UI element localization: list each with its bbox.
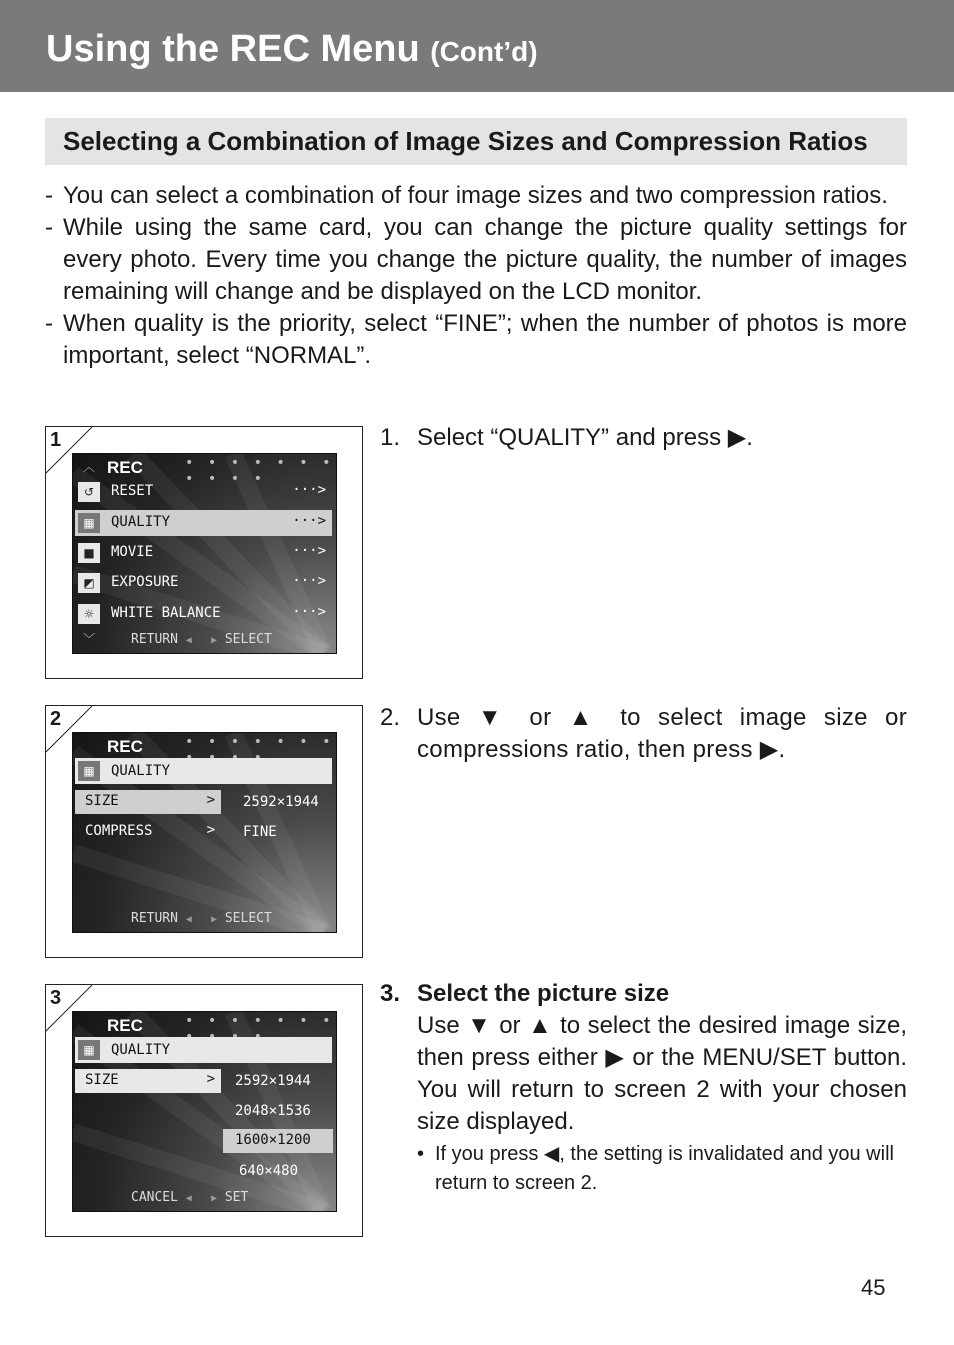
step-number: 3.	[380, 980, 401, 1007]
quality-label: QUALITY	[111, 1042, 171, 1058]
lcd-title: REC	[107, 1016, 143, 1035]
step-number: 2.	[380, 704, 401, 731]
note-marker: •	[417, 1143, 425, 1165]
white-balance-icon: ☼	[78, 604, 100, 624]
lcd-dots: • • • • • • •	[185, 734, 334, 750]
compress-value: FINE	[243, 824, 277, 840]
right-triangle-icon: ▶	[211, 635, 218, 646]
bullet-text: You can select a combination of four image sizes and two compression ratios.	[63, 182, 888, 209]
quality-icon: ▦	[78, 1040, 100, 1060]
chevron-right-icon: >	[206, 792, 215, 808]
size-option-selected[interactable]	[223, 1129, 333, 1153]
left-triangle-icon: ◀	[185, 1193, 192, 1204]
footer-set	[211, 1190, 248, 1205]
step-2	[380, 702, 907, 766]
option-row-size[interactable]	[75, 790, 221, 814]
footer-return-label: RETURN	[131, 911, 178, 926]
bullet-text: When quality is the priority, select “FINE”; when the number of photos is more important, select “NORMAL”.	[63, 310, 907, 369]
intro-bullet	[45, 308, 907, 372]
footer-return	[131, 632, 192, 647]
footer-select	[211, 632, 272, 647]
option-row-compress[interactable]	[75, 820, 221, 844]
left-triangle-icon: ◀	[185, 635, 192, 646]
quality-label: QUALITY	[111, 763, 171, 779]
menu-item-quality[interactable]	[75, 510, 332, 536]
reset-icon: ↺	[78, 482, 100, 502]
footer-select	[211, 911, 272, 926]
size-option-label: 1600×1200	[235, 1132, 311, 1148]
footer-cancel	[131, 1190, 192, 1205]
right-triangle-icon: ▶	[211, 1193, 218, 1204]
bullet-marker: -	[45, 214, 53, 241]
lcd-screen-3	[72, 1011, 337, 1212]
step-3	[380, 978, 907, 1198]
intro-bullet	[45, 212, 907, 308]
submenu-arrow-icon: ···>	[292, 513, 326, 529]
step-text: Select “QUALITY” and press ▶.	[417, 424, 753, 451]
screen-2-frame	[45, 705, 363, 958]
submenu-arrow-icon: ···>	[292, 573, 326, 589]
right-triangle-icon: ▶	[211, 914, 218, 925]
page-title-subtitle: (Cont’d)	[430, 36, 538, 67]
screen-3-frame	[45, 984, 363, 1237]
quality-header-row	[75, 1037, 332, 1063]
chevron-right-icon: >	[206, 822, 215, 838]
menu-item-movie[interactable]	[75, 540, 332, 566]
menu-item-label: WHITE BALANCE	[111, 605, 221, 621]
step-1	[380, 422, 907, 454]
lcd-dots: • • • • • • •	[185, 1013, 334, 1029]
footer-select-label: SELECT	[224, 911, 272, 926]
step-number: 1.	[380, 424, 401, 451]
menu-item-label: EXPOSURE	[111, 574, 179, 590]
bullet-marker: -	[45, 310, 53, 337]
option-label: SIZE	[85, 793, 119, 809]
movie-icon: ■	[78, 543, 100, 563]
note-text: If you press ◀, the setting is invalidated and you will return to screen 2.	[435, 1143, 894, 1194]
quality-icon: ▦	[78, 761, 100, 781]
menu-item-exposure[interactable]	[75, 570, 332, 596]
menu-item-label: QUALITY	[111, 514, 171, 530]
scroll-down-icon: ﹀	[83, 632, 96, 646]
screen-number: 2	[50, 708, 62, 730]
footer-return	[131, 911, 192, 926]
option-row-size	[75, 1069, 221, 1093]
footer-select-label: SELECT	[224, 632, 272, 647]
step-text: Use ▼ or ▲ to select image size or compressions ratio, then press ▶.	[417, 704, 907, 763]
option-label: COMPRESS	[85, 823, 153, 839]
menu-item-white-balance[interactable]	[75, 601, 332, 627]
chevron-right-icon: >	[206, 1071, 215, 1087]
lcd-screen-2	[72, 732, 337, 933]
step-title: Select the picture size	[417, 980, 670, 1007]
size-option[interactable]: 2592×1944	[235, 1073, 311, 1089]
lcd-screen-1	[72, 453, 337, 654]
menu-item-label: MOVIE	[111, 544, 154, 560]
scroll-up-icon: ︿	[83, 460, 96, 474]
submenu-arrow-icon: ···>	[292, 482, 326, 498]
quality-header-row	[75, 758, 332, 784]
footer-return-label: RETURN	[131, 632, 178, 647]
screen-number: 3	[50, 987, 62, 1009]
section-title: Selecting a Combination of Image Sizes and Compression Ratios	[63, 126, 868, 156]
bullet-marker: -	[45, 182, 53, 209]
left-triangle-icon: ◀	[185, 914, 192, 925]
footer-cancel-label: CANCEL	[131, 1190, 178, 1205]
step-text: Use ▼ or ▲ to select the desired image size, then press either ▶ or the MENU/SET button. You will return to screen 2 with your chosen size displayed.	[417, 1012, 907, 1135]
size-option[interactable]: 2048×1536	[235, 1103, 311, 1119]
intro-bullet	[45, 180, 907, 212]
size-value: 2592×1944	[243, 794, 319, 810]
page-header	[0, 0, 954, 92]
bullet-text: While using the same card, you can change the picture quality settings for every photo. Every time you change the picture quality, the number of images remaining will change and be displayed on the LCD monitor.	[63, 214, 907, 305]
page-title	[46, 30, 538, 68]
option-label: SIZE	[85, 1072, 119, 1088]
footer-set-label: SET	[224, 1190, 249, 1205]
menu-item-reset[interactable]	[75, 479, 332, 505]
screen-number: 1	[50, 429, 62, 451]
lcd-dots: • • • • • • • • • • •	[185, 455, 334, 487]
size-option[interactable]: 640×480	[239, 1163, 299, 1179]
page-title-main: Using the REC Menu	[46, 28, 420, 70]
step-note	[417, 1140, 907, 1198]
page-number: 45	[861, 1275, 886, 1300]
lcd-title: REC	[107, 458, 143, 477]
menu-item-label: RESET	[111, 483, 154, 499]
submenu-arrow-icon: ···>	[292, 604, 326, 620]
lcd-title: REC	[107, 737, 143, 756]
intro-bullets	[45, 180, 907, 372]
section-heading-band	[45, 118, 907, 165]
submenu-arrow-icon: ···>	[292, 543, 326, 559]
screen-1-frame	[45, 426, 363, 679]
exposure-icon: ◩	[78, 573, 100, 593]
quality-icon: ▦	[78, 513, 100, 533]
